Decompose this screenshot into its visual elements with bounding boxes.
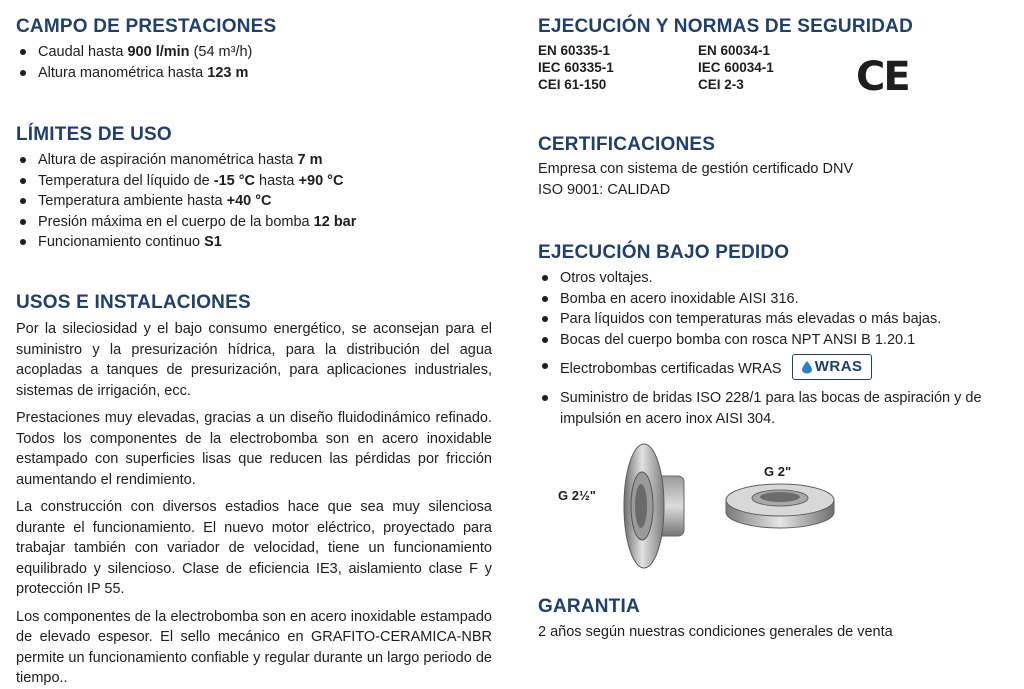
limites-section (16, 124, 492, 253)
usos-title: USOS E INSTALACIONES (16, 292, 251, 313)
cert-title: CERTIFICACIONES (538, 134, 716, 155)
pedido-title: EJECUCIÓN BAJO PEDIDO (538, 242, 790, 263)
cert-line: ISO 9001: CALIDAD (538, 181, 671, 198)
list-item: Altura de aspiración manométrica hasta 7 m (16, 150, 492, 171)
norm-code: EN 60335-1 (538, 43, 611, 58)
list-item: Funcionamiento continuo S1 (16, 232, 492, 253)
campo-title: CAMPO DE PRESTACIONES (16, 16, 277, 37)
campo-section (16, 16, 492, 83)
list-item: Temperatura ambiente hasta +40 °C (16, 191, 492, 212)
norm-code: EN 60034-1 (698, 43, 771, 58)
list-item: Electrobombas certificadas WRAS WRAS (538, 356, 1008, 382)
list-item: Suministro de bridas ISO 228/1 para las bocas de aspiración y de impulsión en acero inox AISI 304. (538, 388, 1008, 429)
flange-label: G 2½" (558, 488, 596, 503)
list-item: Bocas del cuerpo bomba con rosca NPT ANSI B 1.20.1 (538, 330, 1008, 351)
usos-paragraph: Los componentes de la electrobomba son en acero inoxidable estampado de elevado espesor. El sello mecánico en GRAFITO-CERAMICA-NBR permite un funcionamiento confiable y regular durante un largo periodo de tiempo.. (16, 608, 492, 686)
norms-grid (538, 42, 1008, 93)
limites-list (16, 150, 492, 253)
flange-side-image (620, 440, 690, 572)
cert-line: Empresa con sistema de gestión certificado DNV (538, 161, 854, 177)
water-drop-icon (801, 360, 813, 374)
list-item: Otros voltajes. (538, 268, 1008, 289)
flange-label: G 2" (764, 464, 792, 479)
campo-list (16, 42, 492, 83)
garantia-title: GARANTIA (538, 596, 640, 617)
limites-title: LÍMITES DE USO (16, 124, 172, 145)
wras-logo: WRAS (792, 354, 872, 380)
ejecucion-title: EJECUCIÓN Y NORMAS DE SEGURIDAD (538, 16, 914, 37)
usos-paragraph: Por la sileciosidad y el bajo consumo energético, se aconsejan para el suministro y la presurización hídrica, para la distribución del agua acopladas a tanques de presurización, para aplicaciones industriales, sistemas de irrigación, ecc. (16, 321, 492, 399)
usos-section (16, 292, 492, 689)
pedido-list (538, 268, 1008, 429)
list-item: Temperatura del líquido de -15 °C hasta +90 °C (16, 171, 492, 192)
norm-code: IEC 60034-1 (698, 60, 774, 75)
garantia-text: 2 años según nuestras condiciones generales de venta (538, 624, 893, 640)
pedido-section (538, 242, 1008, 429)
usos-paragraph: Prestaciones muy elevadas, gracias a un diseño fluidodinámico refinado. Todos los componentes de la electrobomba son en acero inoxidable estampado con superficies lisas que reducen las pérdidas por fricción aumentando el rendimiento. (16, 410, 492, 488)
norm-code: CEI 61-150 (538, 77, 607, 92)
cert-section (538, 134, 1008, 200)
ce-mark-icon: CE (856, 54, 909, 100)
list-item: Altura manométrica hasta 123 m (16, 63, 492, 84)
norm-code: CEI 2-3 (698, 77, 744, 92)
list-item: Bomba en acero inoxidable AISI 316. (538, 289, 1008, 310)
ejecucion-section (538, 16, 1008, 106)
usos-paragraph: La construcción con diversos estadios hace que sea muy silenciosa durante el funcionamiento. El nuevo motor eléctrico, proyectado para trabajar también con variador de velocidad, tiene un funcionamiento equilibrado y silencioso. Clase de eficiencia IE3, aislamiento clase F y protección IP 55. (16, 499, 492, 597)
list-item: Para líquidos con temperaturas más elevadas o más bajas. (538, 309, 1008, 330)
list-item: Caudal hasta 900 l/min (54 m³/h) (16, 42, 492, 63)
norm-code: IEC 60335-1 (538, 60, 614, 75)
list-item: Presión máxima en el cuerpo de la bomba 12 bar (16, 212, 492, 233)
flange-top-image (724, 476, 836, 532)
garantia-section (538, 596, 1008, 643)
